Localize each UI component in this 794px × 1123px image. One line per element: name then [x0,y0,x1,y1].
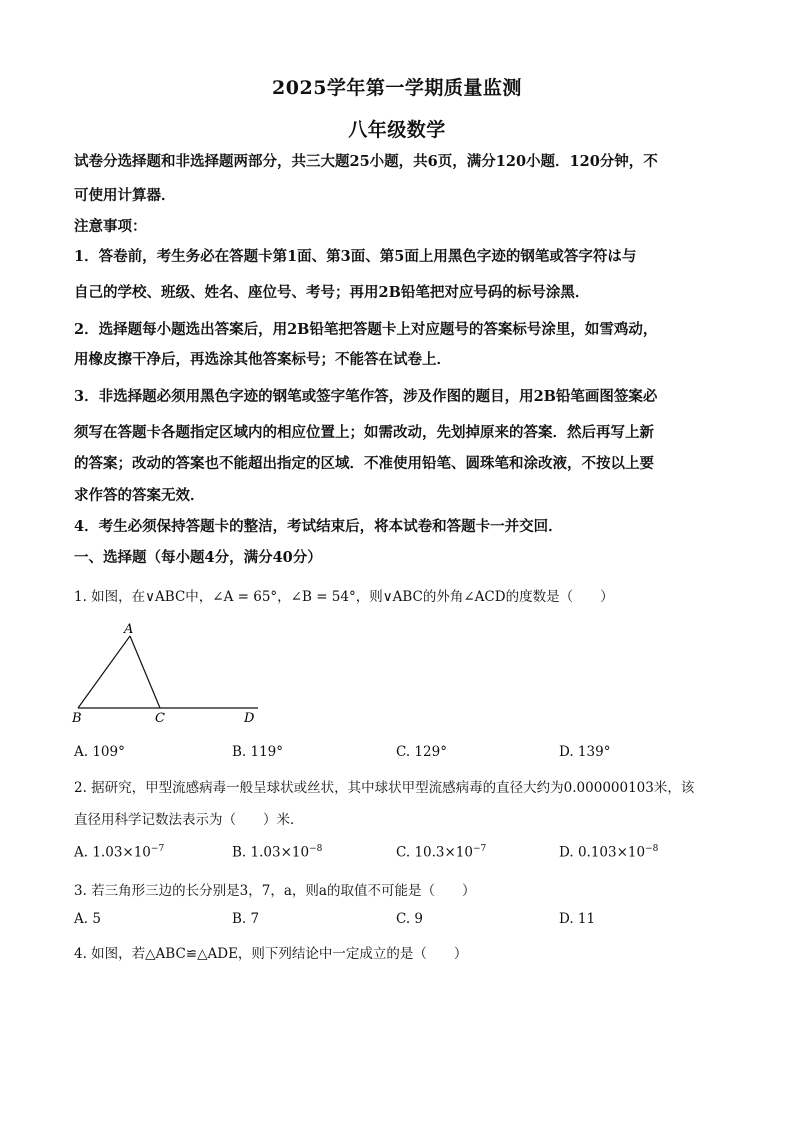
figure-side-ab [78,636,130,708]
question-1-option-b: B. 119° [232,744,284,760]
option-exponent: −8 [645,844,659,854]
figure-label-d: D [244,711,255,726]
figure-label-a: A [124,622,134,637]
question-3-option-b: B. 7 [232,911,260,927]
notice-item-3-line-2: 须写在答题卡各题指定区域内的相应位置上；如需改动，先划掉原来的答案．然后再写上新 [74,424,654,441]
notice-item-4-line-1: 4．考生必须保持答题卡的整洁，考试结束后，将本试卷和答题卡一并交回． [74,518,563,535]
figure-label-c: C [155,711,165,726]
figure-side-ac [130,636,160,708]
option-base: 10.3×10 [414,844,473,861]
question-3-option-c: C. 9 [396,911,424,927]
question-2-stem-line-2: 直径用科学记数法表示为（ ）米． [74,812,304,828]
question-2-stem-line-1: 2. 据研究，甲型流感病毒一般呈球状或丝状，其中球状甲型流感病毒的直径大约为0.000000103米，该 [74,780,695,796]
option-letter: A. [74,844,89,861]
option-letter: D. [559,844,574,861]
notice-item-1-line-1: 1．答卷前，考生务必在答题卡第1面、第3面、第5面上用黑色字迹的钢笔或答字符は与 [74,248,637,265]
option-letter: B. [232,844,247,861]
notice-item-2-line-1: 2．选择题每小题选出答案后，用2B铅笔把答题卡上对应题号的答案标号涂里，如雪鸡动， [74,321,658,338]
question-1-option-a: A. 109° [74,744,125,760]
notice-item-3-line-4: 求作答的答案无效． [74,487,205,504]
question-1-stem: 1. 如图，在∨ABC中，∠A = 65°，∠B = 54°，则∨ABC的外角∠ACD的度数是（ ） [74,589,614,605]
question-1-triangle-figure [68,620,268,730]
exam-subtitle: 八年级数学 [348,119,446,141]
intro-line-1: 试卷分选择题和非选择题两部分，共三大题25小题，共6页，满分120小题．120分钟，不 [74,153,658,170]
question-2-option-a [74,844,164,861]
question-2-option-c [396,844,486,861]
notice-item-3-line-3: 的答案；改动的答案也不能超出指定的区域．不准使用铅笔、圆珠笔和涂改液，不按以上要 [74,455,654,472]
option-base: 1.03×10 [92,844,151,861]
notice-item-1-line-2: 自己的学校、班级、姓名、座位号、考号；再用2B铅笔把对应号码的标号涂黑． [74,284,590,301]
option-letter: C. [396,844,411,861]
option-exponent: −7 [150,844,165,854]
option-exponent: −8 [309,844,323,854]
figure-label-b: B [72,711,82,726]
question-4-stem: 4. 如图，若△ABC≌△ADE，则下列结论中一定成立的是（ ） [74,946,468,962]
option-base: 1.03×10 [250,844,310,861]
question-1-option-d: D. 139° [559,744,611,760]
question-2-option-d [559,844,658,861]
option-exponent: −7 [473,844,487,854]
option-base: 0.103×10 [577,844,646,861]
question-1-option-c: C. 129° [396,744,447,760]
question-3-option-a: A. 5 [74,911,101,927]
intro-line-2: 可使用计算器． [74,187,176,204]
question-3-stem: 3. 若三角形三边的长分别是3，7，a，则a的取值不可能是（ ） [74,883,476,899]
question-3-option-d: D. 11 [559,911,596,927]
notice-heading: 注意事项： [74,218,147,235]
section-1-heading: 一、选择题（每小题4分，满分40分） [74,549,322,566]
question-2-option-b [232,844,322,861]
exam-title: 2025学年第一学期质量监测 [272,77,522,99]
notice-item-3-line-1: 3．非选择题必须用黑色字迹的钢笔或签字笔作答，涉及作图的题目，用2B铅笔画图签案必 [74,388,658,405]
notice-item-2-line-2: 用橡皮擦干净后，再选涂其他答案标号；不能答在试卷上． [74,351,451,368]
